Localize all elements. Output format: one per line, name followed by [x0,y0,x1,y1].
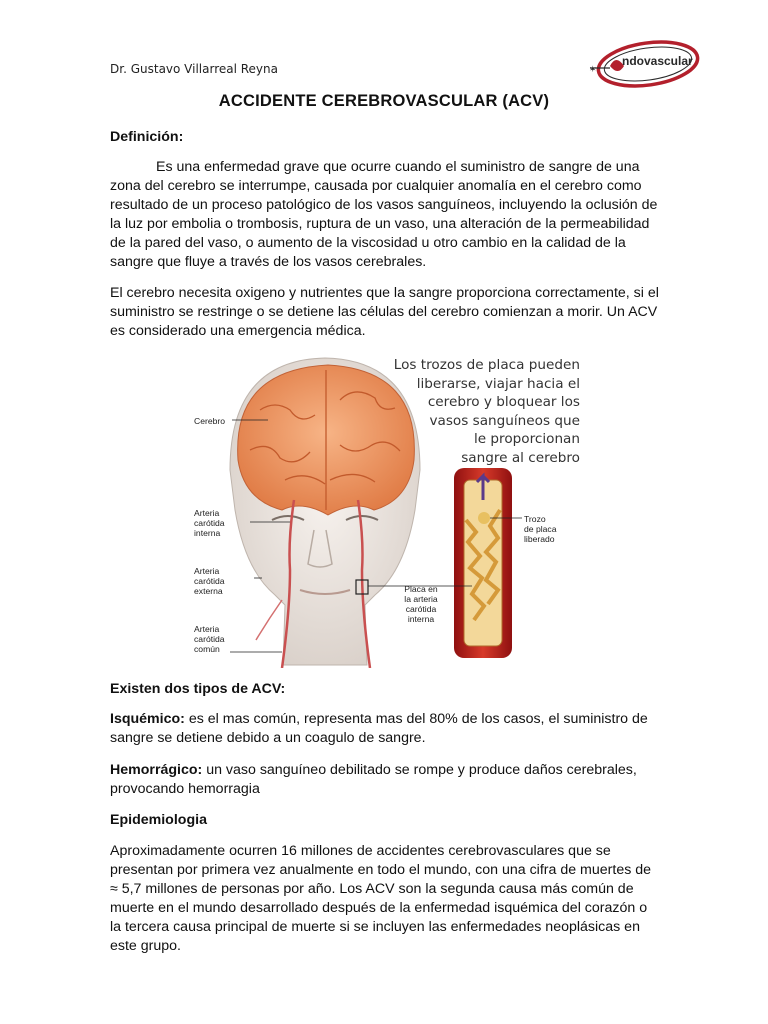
figure-caption-line: vasos sanguíneos que [429,412,580,429]
definicion-paragraph-1: Es una enfermedad grave que ocurre cuando el suministro de sangre de una zona del cerebro se interrumpe, causada por cualquier anomalía en el cerebro como resultado de un proceso patológico de los vasos sanguíneos, incluyendo la oclusión de la luz por embolia o trombosis, ruptura de un vaso, una alteración de la permeabilidad de la pared del vaso, o aumento de la viscosidad u otro cambio en la calidad de la sangre que fluye a través de los vasos cerebrales. [110,159,658,270]
label-line: carótida [194,634,225,644]
label-line: liberado [524,534,555,544]
label-line: Arteria [194,624,220,634]
epidemiologia-heading: Epidemiologia [110,812,207,828]
label-line: Placa en [404,584,438,594]
label-line: carótida [405,604,437,614]
artery-cutaway [454,468,512,658]
label-arteria-carotida-externa [194,566,225,596]
svg-text:✶: ✶ [589,65,597,75]
isquemico-text: es el mas común, representa mas del 80% de los casos, el suministro de sangre se detiene debido a un coagulo de sangre. [110,711,648,746]
epidemiologia-paragraph: Aproximadamente ocurren 16 millones de accidentes cerebrovasculares que se presentan por primera vez anualmente en todo el mundo, con una cifra de muertes de ≈ 5,7 millones de personas por año. Los ACV son la segunda causa más común de muerte en el mundo desarrollado después de la enfermedad isquémica del corazón o la tercera causa principal de muerte si se incluyen las enfermedades neoplásicas en este grupo. [110,843,652,954]
label-trozo-placa [524,514,557,544]
tipos-heading: Existen dos tipos de ACV: [110,681,286,697]
label-line: interna [407,614,435,624]
isquemico-paragraph [110,710,662,748]
figure-caption [368,356,580,468]
figure-caption-line: le proporcionan [473,431,580,448]
label-line: carótida [194,576,225,586]
page-title: ACCIDENTE CEREBROVASCULAR (ACV) [218,92,550,110]
hemorragico-label: Hemorrágico: [110,762,203,778]
label-line: interna [194,528,221,538]
label-line: Arteria [194,508,220,518]
hemorragico-paragraph [110,761,662,799]
figure-caption-line: cerebro y bloquear los [427,394,580,411]
label-line: Arteria [194,566,220,576]
label-line: externa [194,586,223,596]
label-line: de placa [524,524,557,534]
isquemico-label: Isquémico: [110,711,185,727]
author-name: Dr. Gustavo Villarreal Reyna [110,62,278,76]
label-arteria-carotida-interna [194,508,225,538]
label-placa-arteria [398,584,444,624]
definicion-paragraph-2: El cerebro necesita oxigeno y nutrientes que la sangre proporciona correctamente, si el suministro se restringe o se detiene las células del cerebro comienzan a morir. Un ACV es considerado una emergencia médica. [110,285,659,339]
figure-caption-line: liberarse, viajar hacia el [416,375,580,392]
definicion-heading: Definición: [110,129,184,145]
label-line: carótida [194,518,225,528]
label-arteria-carotida-comun [194,624,225,654]
label-cerebro: Cerebro [194,416,226,426]
label-line: Trozo [524,514,546,524]
figure-caption-line: sangre al cerebro [461,449,580,466]
label-line: común [194,644,220,654]
label-line: la arteria [404,594,438,604]
endovascular-logo [588,34,704,92]
hemorragico-text: un vaso sanguíneo debilitado se rompe y produce daños cerebrales, provocando hemorragia [110,762,637,797]
figure-caption-line: Los trozos de placa pueden [393,357,580,373]
logo-wordmark: ndovascular [622,54,693,68]
